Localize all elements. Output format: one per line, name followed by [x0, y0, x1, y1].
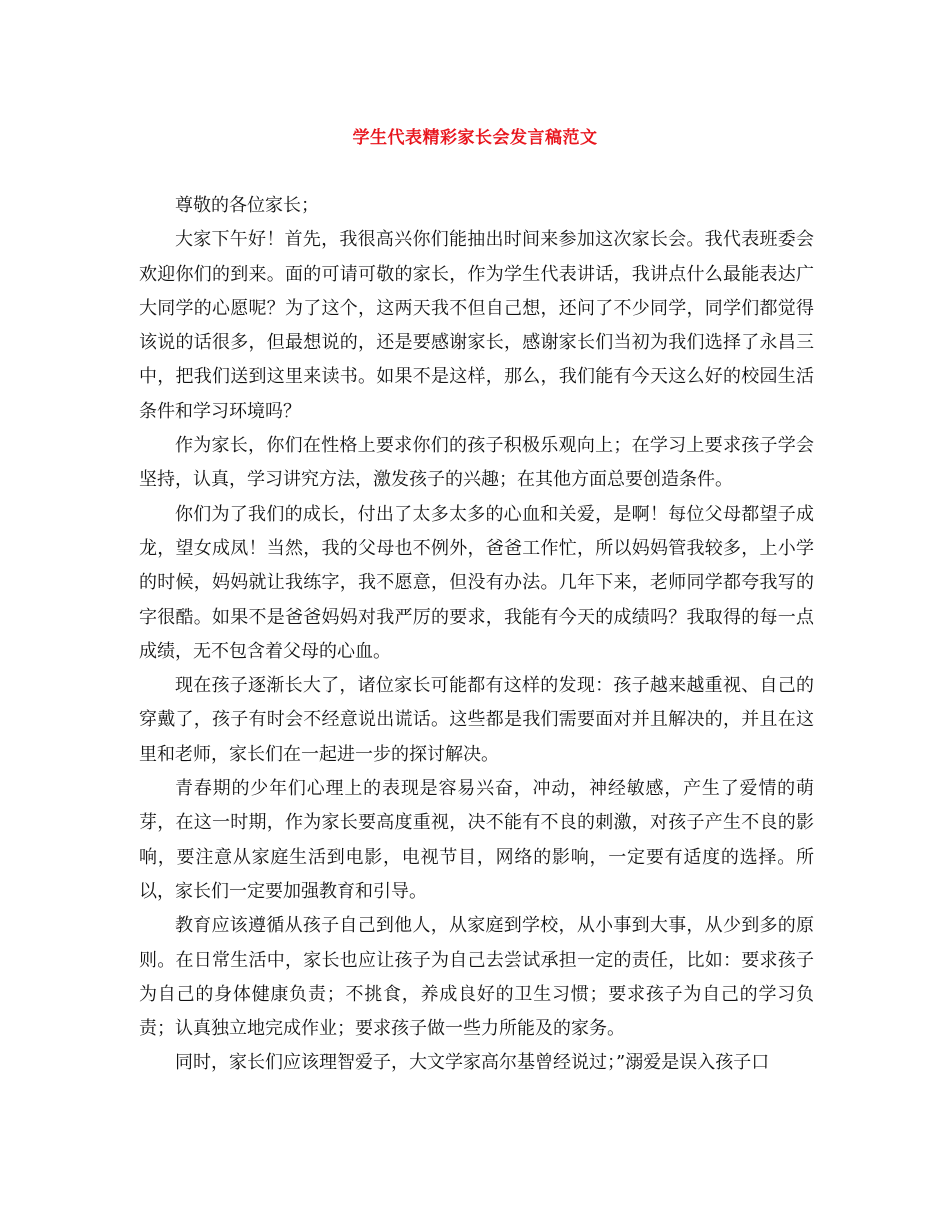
- paragraph: 青春期的少年们心理上的表现是容易兴奋，冲动，神经敏感，产生了爱情的萌芽，在这一时期，作为家长要高度重视，决不能有不良的刺激，对孩子产生不良的影响，要注意从家庭生活到电影，电视节目，网络的影响，一定要有适度的选择。所以，家长们一定要加强教育和引导。: [139, 778, 814, 902]
- paragraph: 大家下午好！首先，我很高兴你们能抽出时间来参加这次家长会。我代表班委会欢迎你们的到来。面的可请可敬的家长，作为学生代表讲话，我讲点什么最能表达广大同学的心愿呢？为了这个，这两天我不但自己想，还问了不少同学，同学们都觉得该说的话很多，但最想说的，还是要感谢家长，感谢家长们当初为我们选择了永昌三中，把我们送到这里来读书。如果不是这样，那么，我们能有今天这么好的校园生活条件和学习环境吗？: [139, 229, 814, 422]
- paragraph-salutation: 尊敬的各位家长；: [175, 195, 319, 216]
- paragraph: 作为家长，你们在性格上要求你们的孩子积极乐观向上；在学习上要求孩子学会坚持，认真，学习讲究方法，激发孩子的兴趣；在其他方面总要创造条件。: [139, 435, 814, 491]
- paragraph: 同时，家长们应该理智爱子，大文学家高尔基曾经说过；”溺爱是误入孩子口: [175, 1052, 770, 1074]
- paragraph: 现在孩子逐渐长大了，诸位家长可能都有这样的发现：孩子越来越重视、自己的穿戴了，孩子有时会不经意说出谎话。这些都是我们需要面对并且解决的，并且在这里和老师，家长们在一起进一步的探讨解决。: [139, 675, 814, 765]
- paragraph: 你们为了我们的成长，付出了太多太多的心血和关爱，是啊！每位父母都望子成龙，望女成凤！当然，我的父母也不例外，爸爸工作忙，所以妈妈管我较多，上小学的时候，妈妈就让我练字，我不愿意，但没有办法。几年下来，老师同学都夸我写的字很酷。如果不是爸爸妈妈对我严厉的要求，我能有今天的成绩吗？我取得的每一点成绩，无不包含着父母的心血。: [139, 503, 814, 662]
- paragraph: 教育应该遵循从孩子自己到他人，从家庭到学校，从小事到大事，从少到多的原则。在日常生活中，家长也应让孩子为自己去尝试承担一定的责任，比如：要求孩子为自己的身体健康负责；不挑食，养成良好的卫生习惯；要求孩子为自己的学习负责；认真独立地完成作业；要求孩子做一些力所能及的家务。: [139, 915, 814, 1040]
- document-title: 学生代表精彩家长会发言稿范文: [352, 128, 598, 148]
- document-body: [139, 189, 814, 1081]
